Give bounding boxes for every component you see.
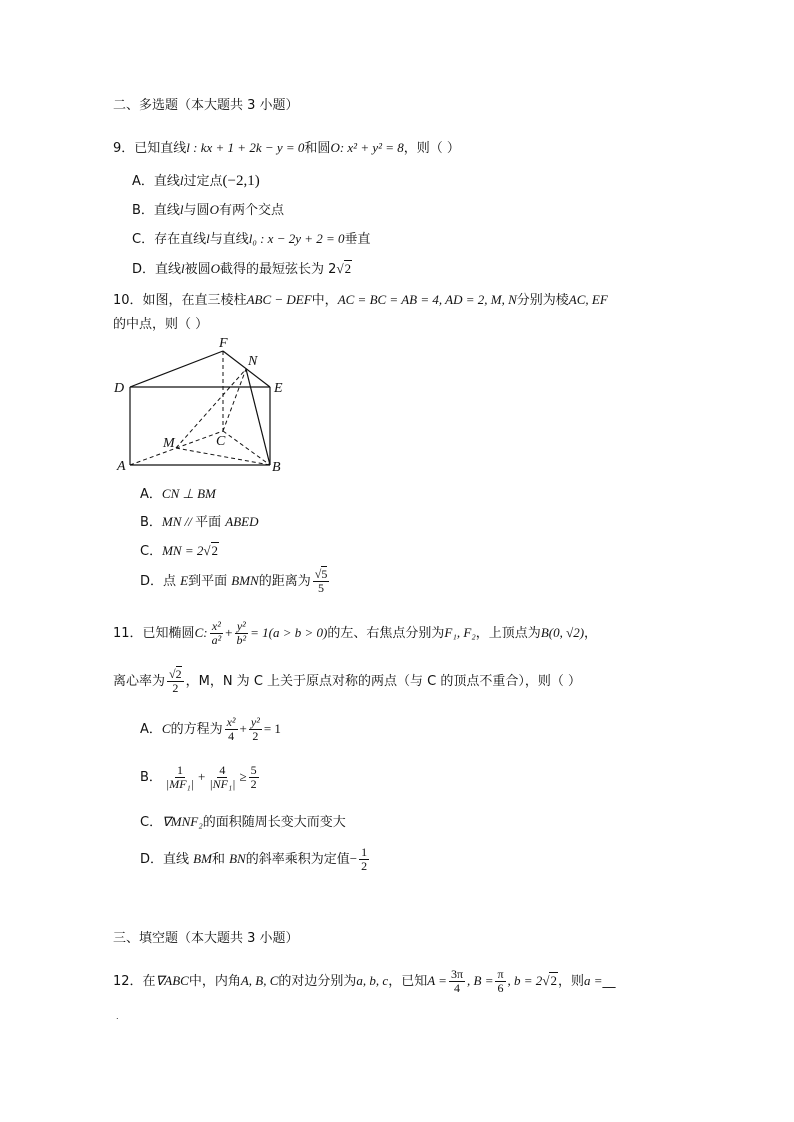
- stem-text: ，则（ ）: [403, 141, 460, 156]
- math-eq: A =: [427, 973, 447, 988]
- option-text: 有两个交点: [218, 203, 284, 218]
- stem-text: ，则: [557, 974, 584, 989]
- math-cond: = 1(a > b > 0): [250, 625, 328, 640]
- q9-option-c[interactable]: [132, 228, 371, 247]
- math-var: l: [206, 231, 210, 246]
- sqrt-symbol: √2: [203, 543, 218, 558]
- denominator: 4: [228, 729, 235, 743]
- q9-option-a[interactable]: [132, 170, 260, 190]
- q11-option-b[interactable]: [140, 764, 261, 791]
- denominator: a²: [211, 633, 222, 647]
- denominator: b²: [236, 633, 247, 647]
- numerator: x²: [226, 715, 236, 729]
- stem-text: 分别为棱: [516, 293, 569, 308]
- fraction: [225, 716, 238, 743]
- section-title-fill-in: 三、填空题（本大题共 3 小题）: [113, 931, 299, 946]
- math-foci: F₁, F₂: [444, 625, 476, 640]
- numerator: 4: [219, 763, 226, 777]
- math-expr: MN //: [161, 514, 196, 529]
- option-text: 和: [211, 852, 230, 867]
- q10-option-c[interactable]: [140, 540, 219, 559]
- stem-text: ，已知: [388, 974, 428, 989]
- denominator: 4: [453, 981, 460, 995]
- denominator: 2: [250, 777, 257, 791]
- math-var: C: [161, 721, 171, 736]
- math-circle-o: O: x² + y² = 8: [330, 140, 404, 155]
- denominator: 2: [172, 681, 179, 695]
- math-plane: ABED: [225, 514, 259, 529]
- plus: +: [198, 769, 206, 784]
- option-label: D．直线: [140, 852, 194, 867]
- option-label: D．直线: [132, 262, 182, 277]
- fraction: [495, 968, 505, 995]
- q10-option-a[interactable]: [140, 483, 216, 502]
- edge-DF: [130, 351, 223, 387]
- stem-text: 在: [142, 974, 156, 989]
- math-vertex: B(0, √2): [540, 625, 585, 640]
- q10-option-b[interactable]: [140, 511, 259, 530]
- fraction: [449, 968, 465, 995]
- option-label: C．: [140, 544, 163, 559]
- question-number: 10．: [113, 293, 143, 308]
- math-ge: ≥: [239, 769, 247, 784]
- question-12-stem: [113, 968, 616, 995]
- math-eq: = 1: [263, 721, 281, 736]
- math-eq: , B =: [467, 973, 494, 988]
- stem-text: 和圆: [304, 141, 331, 156]
- prism-figure: [108, 335, 298, 475]
- option-text: 平面: [195, 515, 226, 530]
- stem-text: ，上顶点为: [475, 626, 541, 641]
- label-D: D: [114, 381, 125, 396]
- math-ask: a =: [583, 973, 603, 988]
- label-M: M: [163, 436, 175, 451]
- math-edges: AC, EF: [568, 292, 608, 307]
- segment-MB: [176, 448, 270, 465]
- question-10-stem: [113, 289, 608, 308]
- fraction: [164, 764, 196, 791]
- option-text: 过定点: [183, 174, 223, 189]
- fraction: [313, 568, 330, 595]
- stem-text: 的左、右焦点分别为: [327, 626, 445, 641]
- math-var: E: [180, 573, 189, 588]
- math-var: l: [181, 261, 185, 276]
- question-number: 9．: [113, 141, 135, 156]
- fraction: [249, 716, 262, 743]
- numerator: y²: [250, 715, 260, 729]
- question-number: 12．: [113, 974, 143, 989]
- option-text: 与圆: [183, 203, 210, 218]
- question-11-stem: [113, 620, 597, 647]
- q11-option-c[interactable]: [140, 811, 346, 830]
- denominator: 2: [252, 729, 259, 743]
- math-var: C:: [194, 625, 208, 640]
- option-text: 的斜率乘积为定值: [245, 852, 350, 867]
- numerator: √5: [314, 567, 328, 581]
- minus: −: [349, 851, 358, 866]
- stem-text: 如图，在直三棱柱: [142, 293, 247, 308]
- math-plane: BMN: [231, 573, 259, 588]
- option-label: A．: [140, 722, 162, 737]
- math-line: BM: [193, 851, 212, 866]
- denominator: 6: [497, 981, 504, 995]
- sqrt-symbol: √2: [336, 261, 352, 276]
- math-conditions: AC = BC = AB = 4, AD = 2, M, N: [337, 292, 517, 307]
- math-var: O: [209, 202, 219, 217]
- answer-blank[interactable]: __: [602, 974, 616, 989]
- question-11-stem-line2: [113, 668, 581, 695]
- math-var: l: [179, 202, 184, 217]
- denominator: 2: [361, 859, 368, 873]
- stem-text: 中，: [311, 293, 338, 308]
- math-prism: ABC − DEF: [246, 292, 312, 307]
- radicand: 2: [550, 973, 557, 988]
- fraction: [210, 620, 224, 647]
- stem-text: 已知直线: [134, 141, 187, 156]
- label-C: C: [216, 434, 226, 449]
- stem-text: ，M，N 为 C 上关于原点对称的两点（与 C 的顶点不重合），则（ ）: [185, 674, 581, 689]
- numerator: 1: [361, 845, 368, 859]
- q11-option-d[interactable]: [140, 846, 371, 873]
- math-var: l: [179, 173, 184, 188]
- math-sides: a, b, c: [356, 973, 389, 988]
- option-text: 的方程为: [170, 722, 223, 737]
- denominator: |NF₁|: [209, 777, 236, 791]
- label-B: B: [272, 460, 281, 475]
- sqrt-symbol: √2: [542, 973, 557, 988]
- math-expr: CN ⊥ BM: [161, 486, 216, 501]
- numerator: x²: [211, 619, 221, 633]
- radicand: 2: [211, 543, 218, 558]
- option-label: C．: [140, 815, 163, 830]
- q11-option-a[interactable]: [140, 716, 281, 743]
- q9-option-b[interactable]: [132, 199, 284, 218]
- option-label: C．存在直线: [132, 232, 207, 247]
- stem-text: ，: [584, 626, 598, 641]
- q10-option-d[interactable]: [140, 568, 331, 595]
- option-label: A．: [140, 487, 162, 502]
- segment-MN: [176, 369, 246, 448]
- math-eq: , b = 2: [507, 973, 543, 988]
- numerator: 1: [176, 763, 183, 777]
- denominator: 5: [318, 581, 325, 595]
- q9-option-d[interactable]: [132, 258, 352, 277]
- label-A: A: [117, 459, 126, 474]
- section-title-multiple-choice: 二、多选题（本大题共 3 小题）: [113, 98, 299, 113]
- numerator: 5: [250, 763, 257, 777]
- option-label: B．直线: [132, 203, 180, 218]
- segment-NB: [246, 369, 270, 465]
- radicand: 2: [344, 261, 352, 276]
- option-text: 到平面: [188, 574, 232, 589]
- option-label: B．: [140, 515, 162, 530]
- option-label: D．点: [140, 574, 181, 589]
- stem-text: 离心率为: [113, 674, 166, 689]
- option-label: B．: [140, 770, 162, 785]
- footer-dot: .: [116, 1012, 119, 1021]
- question-10-stem-line2: 的中点，则（ ）: [113, 317, 209, 332]
- fraction: [249, 764, 259, 791]
- numerator: √2: [169, 667, 182, 681]
- plus: +: [225, 625, 233, 640]
- plus: +: [239, 721, 247, 736]
- math-point: (−2,1): [222, 173, 260, 189]
- math-triangle: ∇ABC: [155, 973, 189, 988]
- math-angles: A, B, C: [240, 973, 279, 988]
- fraction: [235, 620, 249, 647]
- numerator: 3π: [450, 967, 463, 981]
- stem-text: 中，内角: [188, 974, 241, 989]
- label-F: F: [219, 336, 228, 351]
- label-E: E: [274, 381, 283, 396]
- question-9-stem: [113, 137, 460, 156]
- stem-text: 已知椭圆: [142, 626, 195, 641]
- fraction: [207, 764, 237, 791]
- radicand: 5: [321, 567, 328, 581]
- radicand: 2: [175, 667, 182, 681]
- option-text: 的距离为: [258, 574, 311, 589]
- stem-text: 的对边分别为: [278, 974, 357, 989]
- fraction: [167, 668, 184, 695]
- option-text: 垂直: [344, 232, 371, 247]
- segment-CN: [223, 369, 246, 431]
- math-var: O: [210, 261, 221, 276]
- math-line-l0: l₀ : x − 2y + 2 = 0: [248, 231, 345, 246]
- option-text: 的面积随周长变大而变大: [202, 815, 346, 830]
- option-text: 与直线: [209, 232, 249, 247]
- math-triangle: ∇MNF₂: [162, 814, 203, 829]
- math-line-l: l : kx + 1 + 2k − y = 0: [186, 140, 305, 155]
- numerator: π: [497, 967, 504, 981]
- option-text: 截得的最短弦长为 2: [220, 262, 337, 277]
- label-N: N: [248, 354, 258, 369]
- option-label: A．直线: [132, 174, 180, 189]
- question-number: 11．: [113, 626, 143, 641]
- math-line: BN: [229, 851, 246, 866]
- option-text: 被圆: [184, 262, 211, 277]
- numerator: y²: [236, 619, 246, 633]
- denominator: |MF₁|: [165, 777, 195, 791]
- math-expr: MN = 2: [162, 543, 204, 558]
- fraction: [359, 846, 369, 873]
